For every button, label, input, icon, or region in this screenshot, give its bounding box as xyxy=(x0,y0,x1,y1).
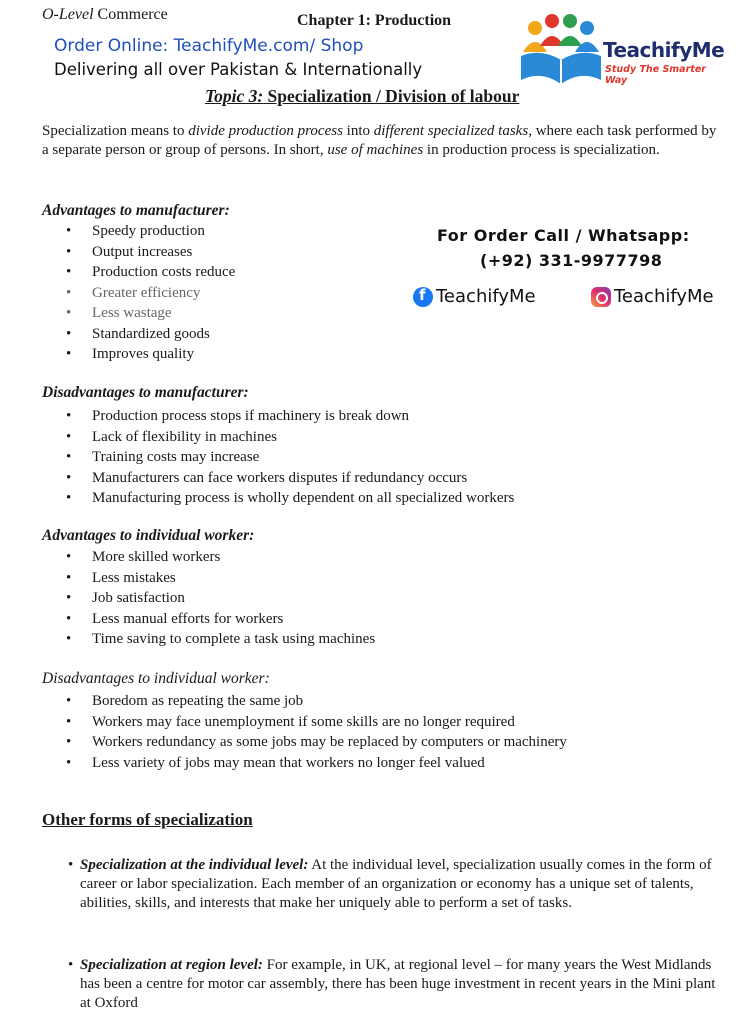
intro-paragraph xyxy=(42,122,718,160)
region-level-paragraph xyxy=(68,956,720,1013)
region-level-text: For example, in UK, at regional level – for many years the West Midlands has been a centre for motor car assembly, there has been huge investment in recent years in the Mini plant at Oxford xyxy=(80,957,716,1011)
list-item: • Lack of flexibility in machines xyxy=(66,427,514,448)
header-subject xyxy=(42,6,168,24)
intro-text-2: into xyxy=(342,123,374,139)
intro-italic-3: use of machines xyxy=(327,142,424,158)
topic-title xyxy=(205,86,519,107)
teachifyme-logo xyxy=(519,12,724,90)
list-item: • Output increases xyxy=(66,242,235,263)
list-item: • Speedy production xyxy=(66,221,235,242)
facebook-link[interactable] xyxy=(413,286,536,307)
intro-italic-2: different specialized tasks xyxy=(373,123,529,139)
bullet: • xyxy=(68,957,74,973)
intro-italic-1: divide production process xyxy=(188,123,343,139)
facebook-handle: TeachifyMe xyxy=(436,286,536,307)
intro-text-1: Specialization means to xyxy=(42,123,189,139)
region-level-lead: Specialization at region level: xyxy=(80,957,263,973)
individual-level-lead: Specialization at the individual level: xyxy=(80,857,309,873)
list-item: • Less variety of jobs may mean that workers no longer feel valued xyxy=(66,753,567,774)
adv-worker-list xyxy=(66,547,375,650)
bullet: • xyxy=(68,857,74,873)
list-item: • Boredom as repeating the same job xyxy=(66,691,567,712)
dis-worker-list xyxy=(66,691,567,773)
logo-tagline: Study The Smarter Way xyxy=(605,64,706,86)
chapter-title: Chapter 1: Production xyxy=(297,12,452,29)
instagram-handle: TeachifyMe xyxy=(614,286,714,307)
level-label: O-Level xyxy=(42,6,94,23)
list-item: • Production process stops if machinery is break down xyxy=(66,406,514,427)
subject-label: Commerce xyxy=(93,6,168,23)
delivery-note: Delivering all over Pakistan & Internationally xyxy=(54,60,423,79)
list-item: • Workers redundancy as some jobs may be replaced by computers or machinery xyxy=(66,732,567,753)
list-item: • Training costs may increase xyxy=(66,447,514,468)
list-item: • Improves quality xyxy=(66,344,235,365)
topic-name: Specialization / Division of labour xyxy=(263,86,520,106)
intro-text-3: , where each task performed by a separate person or group of persons. In short, xyxy=(42,123,717,158)
phone-number[interactable]: (+92) 331-9977798 xyxy=(480,251,663,270)
adv-manufacturer-list xyxy=(66,221,235,365)
logo-people-icon xyxy=(519,12,605,90)
adv-worker-title: Advantages to individual worker: xyxy=(42,527,255,544)
list-item: • Production costs reduce xyxy=(66,262,235,283)
dis-manufacturer-list xyxy=(66,406,514,509)
topic-prefix: Topic 3: xyxy=(205,86,264,106)
other-forms-title: Other forms of specialization xyxy=(42,810,253,829)
list-item: • Workers may face unemployment if some skills are no longer required xyxy=(66,712,567,733)
list-item: • Standardized goods xyxy=(66,324,235,345)
adv-manufacturer-title: Advantages to manufacturer: xyxy=(42,202,230,219)
dis-worker-title: Disadvantages to individual worker: xyxy=(42,670,270,687)
list-item: • Manufacturers can face workers disputes if redundancy occurs xyxy=(66,468,514,489)
list-item: • More skilled workers xyxy=(66,547,375,568)
instagram-link[interactable] xyxy=(591,286,714,307)
list-item: • Less mistakes xyxy=(66,568,375,589)
list-item: • Less manual efforts for workers xyxy=(66,609,375,630)
individual-level-text: At the individual level, specialization usually comes in the form of career or labor specialization. Each member of an organization or economy has a unique set of talents, abilities, skills, and interests that make her uniquely able to perform a set of tasks. xyxy=(80,857,712,911)
list-item: • Manufacturing process is wholly dependent on all specialized workers xyxy=(66,488,514,509)
intro-text-4: in production process is specialization. xyxy=(423,142,660,158)
list-item: • Greater efficiency xyxy=(66,283,235,304)
list-item: • Time saving to complete a task using machines xyxy=(66,629,375,650)
instagram-icon xyxy=(591,287,611,307)
facebook-icon xyxy=(413,287,433,307)
order-online-link[interactable]: Order Online: TeachifyMe.com/ Shop xyxy=(54,36,364,56)
order-contact-heading: For Order Call / Whatsapp: xyxy=(437,226,690,245)
logo-name: TeachifyMe xyxy=(603,38,725,62)
individual-level-paragraph xyxy=(68,856,716,913)
dis-manufacturer-title: Disadvantages to manufacturer: xyxy=(42,384,249,401)
list-item: • Less wastage xyxy=(66,303,235,324)
list-item: • Job satisfaction xyxy=(66,588,375,609)
